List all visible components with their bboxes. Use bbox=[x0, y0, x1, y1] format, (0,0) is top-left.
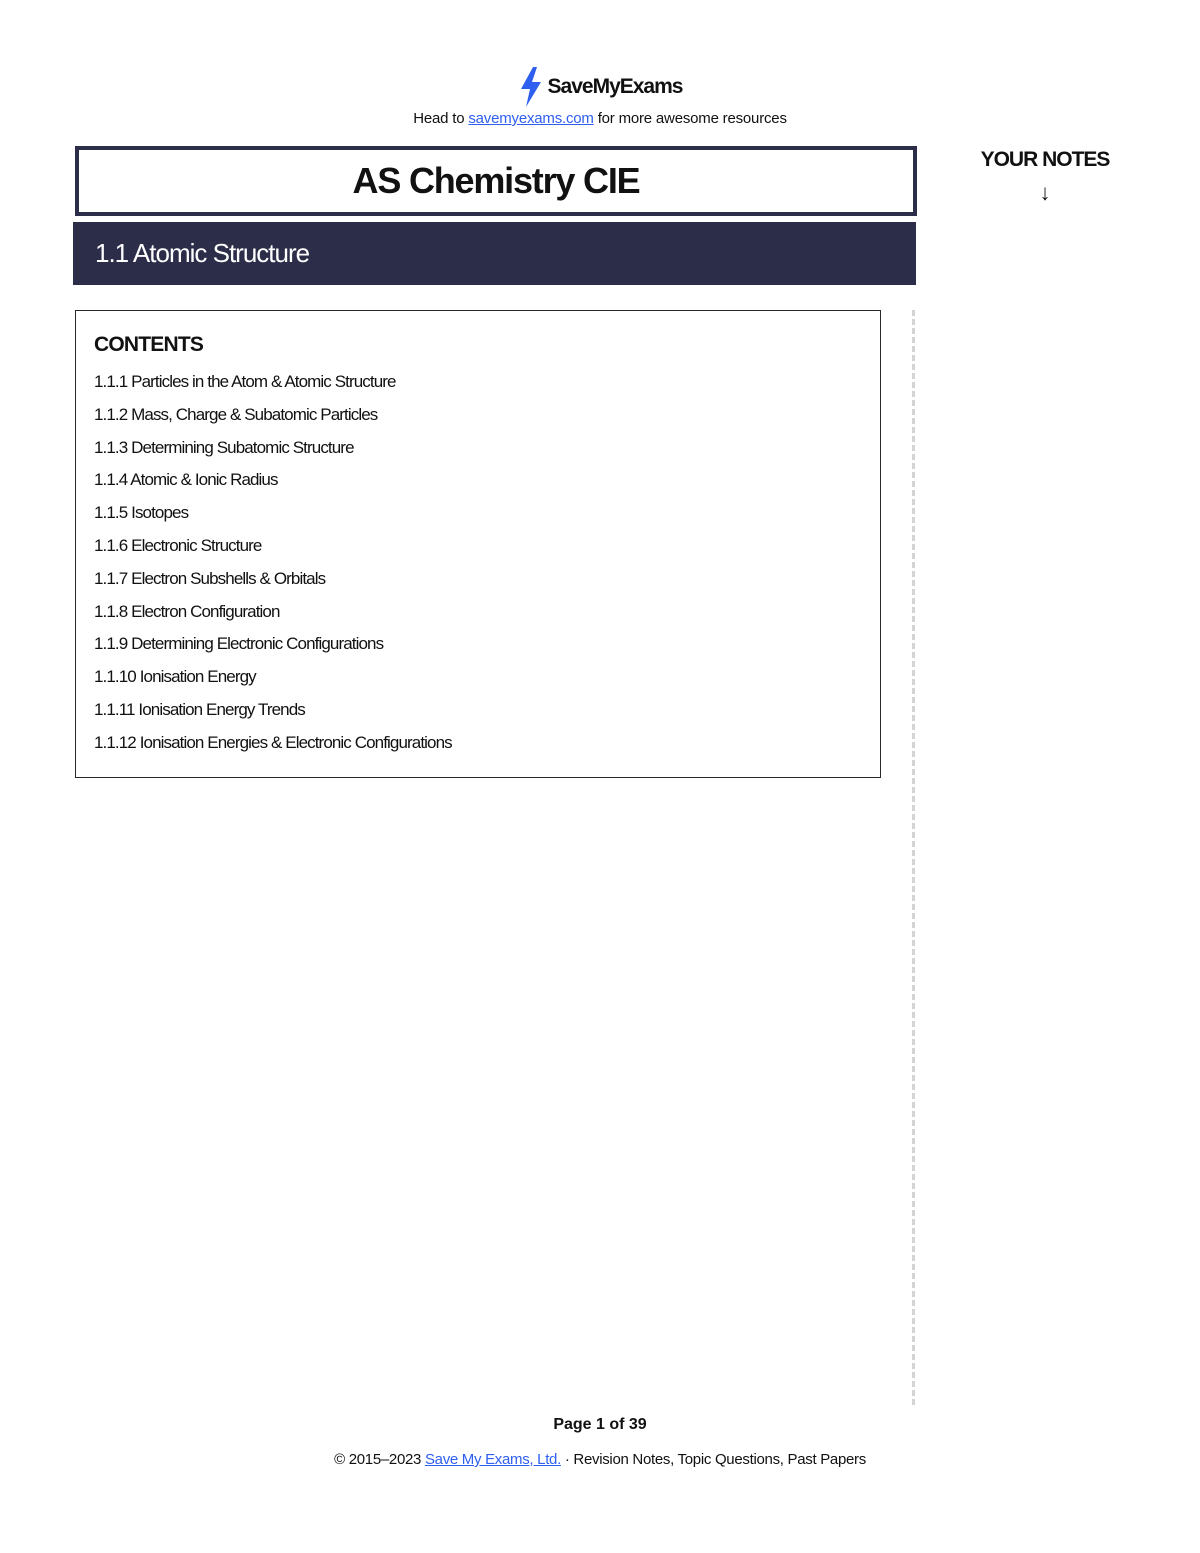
tagline-prefix: Head to bbox=[413, 110, 469, 127]
section-header-bar bbox=[73, 222, 916, 285]
notes-divider bbox=[912, 310, 915, 1405]
document-title-box bbox=[75, 146, 917, 216]
website-link[interactable]: savemyexams.com bbox=[468, 110, 594, 127]
page-number: Page 1 of 39 bbox=[553, 1416, 647, 1433]
contents-item[interactable]: 1.1.9 Determining Electronic Configurations bbox=[94, 634, 384, 654]
contents-list bbox=[94, 371, 452, 765]
contents-item[interactable]: 1.1.2 Mass, Charge & Subatomic Particles bbox=[94, 404, 378, 424]
arrow-down-icon: ↓ bbox=[1039, 180, 1051, 205]
company-link[interactable]: Save My Exams, Ltd. bbox=[424, 1451, 561, 1468]
contents-item[interactable]: 1.1.10 Ionisation Energy bbox=[94, 667, 256, 687]
contents-heading: CONTENTS bbox=[94, 333, 204, 356]
copyright-text: © 2015–2023 bbox=[334, 1451, 425, 1468]
contents-item[interactable]: 1.1.5 Isotopes bbox=[94, 503, 189, 523]
contents-item[interactable]: 1.1.1 Particles in the Atom & Atomic Structure bbox=[94, 372, 396, 391]
contents-item[interactable]: 1.1.11 Ionisation Energy Trends bbox=[94, 699, 305, 719]
your-notes-label: YOUR NOTES bbox=[980, 148, 1110, 171]
footer bbox=[0, 1451, 1200, 1468]
document-title: AS Chemistry CIE bbox=[352, 160, 640, 201]
contents-item[interactable]: 1.1.12 Ionisation Energies & Electronic Configurations bbox=[94, 732, 452, 752]
brand-name: SaveMyExams bbox=[547, 75, 683, 98]
brand-logo[interactable] bbox=[0, 66, 1200, 108]
contents-item[interactable]: 1.1.7 Electron Subshells & Orbitals bbox=[94, 568, 326, 588]
lightning-bolt-icon bbox=[518, 66, 544, 108]
tagline-suffix: for more awesome resources bbox=[593, 110, 787, 127]
section-title: 1.1 Atomic Structure bbox=[95, 238, 310, 268]
contents-item[interactable]: 1.1.8 Electron Configuration bbox=[94, 601, 280, 621]
footer-tagline: · Revision Notes, Topic Questions, Past Papers bbox=[560, 1451, 866, 1468]
contents-box bbox=[75, 310, 881, 778]
contents-item[interactable]: 1.1.6 Electronic Structure bbox=[94, 535, 262, 555]
tagline bbox=[0, 110, 1200, 127]
contents-item[interactable]: 1.1.4 Atomic & Ionic Radius bbox=[94, 470, 278, 490]
contents-item[interactable]: 1.1.3 Determining Subatomic Structure bbox=[94, 437, 354, 457]
